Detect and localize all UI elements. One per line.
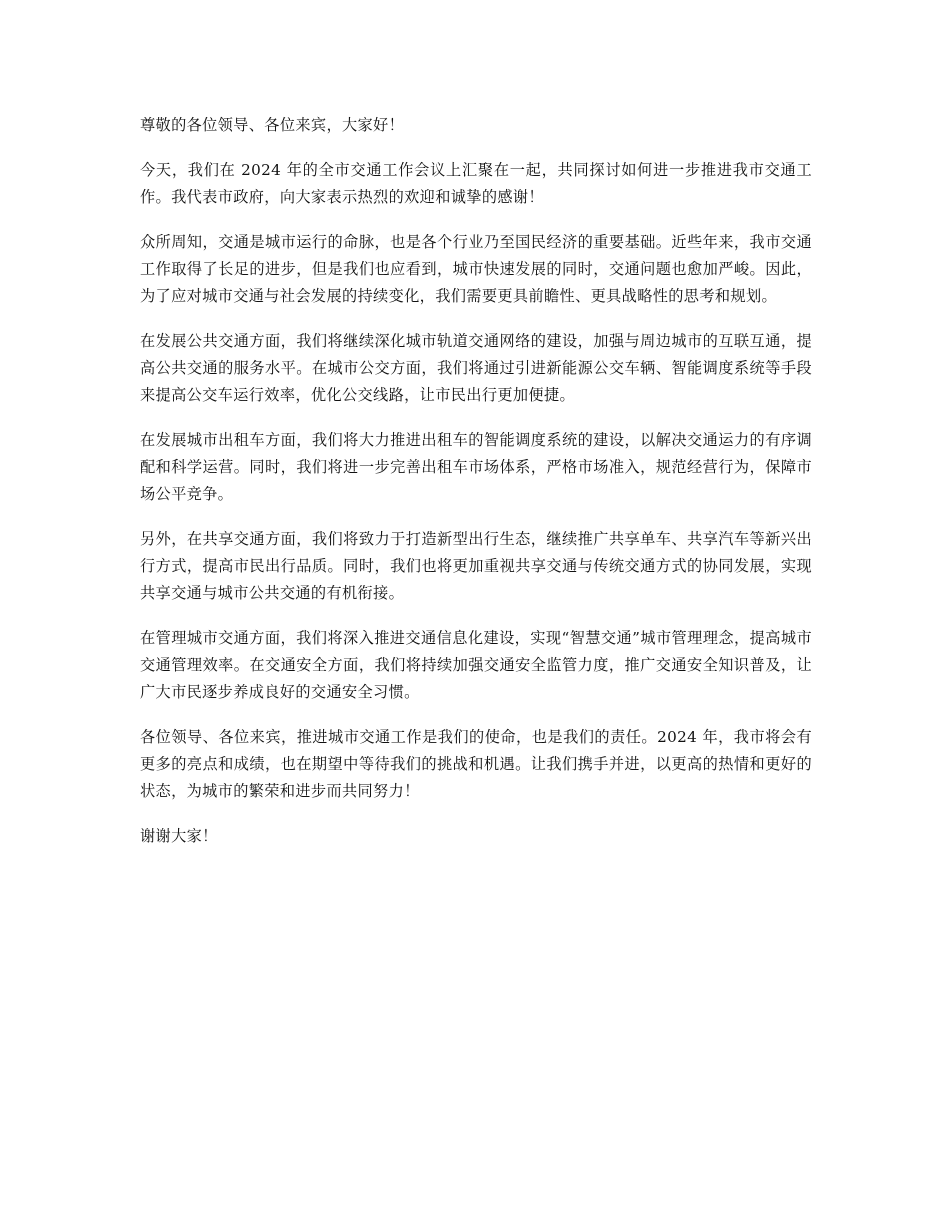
taxi-paragraph: 在发展城市出租车方面，我们将大力推进出租车的智能调度系统的建设，以解决交通运力的有序调配和科学运营。同时，我们将进一步完善出租车市场体系，严格市场准入，规范经营行为，保障市场公平竞争。 — [140, 431, 812, 503]
thanks-paragraph: 谢谢大家！ — [140, 827, 218, 845]
document-body — [140, 112, 812, 868]
public-transport-paragraph: 在发展公共交通方面，我们将继续深化城市轨道交通网络的建设，加强与周边城市的互联互通，提高公共交通的服务水平。在城市公交方面，我们将通过引进新能源公交车辆、智能调度系统等手段来提高公交车运行效率，优化公交线路，让市民出行更加便捷。 — [140, 332, 812, 404]
context-paragraph: 众所周知，交通是城市运行的命脉，也是各个行业乃至国民经济的重要基础。近些年来，我市交通工作取得了长足的进步，但是我们也应看到，城市快速发展的同时，交通问题也愈加严峻。因此，为了应对城市交通与社会发展的持续变化，我们需要更具前瞻性、更具战略性的思考和规划。 — [140, 233, 812, 305]
closing-paragraph: 各位领导、各位来宾，推进城市交通工作是我们的使命，也是我们的责任。2024 年，我市将会有更多的亮点和成绩，也在期望中等待我们的挑战和机遇。让我们携手并进，以更高的热情和更好的状态，为城市的繁荣和进步而共同努力！ — [140, 728, 812, 800]
shared-transport-paragraph: 另外，在共享交通方面，我们将致力于打造新型出行生态，继续推广共享单车、共享汽车等新兴出行方式，提高市民出行品质。同时，我们也将更加重视共享交通与传统交通方式的协同发展，实现共享交通与城市公共交通的有机衔接。 — [140, 530, 812, 602]
traffic-management-paragraph: 在管理城市交通方面，我们将深入推进交通信息化建设，实现“智慧交通”城市管理理念，提高城市交通管理效率。在交通安全方面，我们将持续加强交通安全监管力度，推广交通安全知识普及，让广大市民逐步养成良好的交通安全习惯。 — [140, 629, 812, 701]
salutation-paragraph: 尊敬的各位领导、各位来宾，大家好！ — [140, 116, 405, 134]
opening-paragraph: 今天，我们在 2024 年的全市交通工作会议上汇聚在一起，共同探讨如何进一步推进我市交通工作。我代表市政府，向大家表示热烈的欢迎和诚挚的感谢！ — [140, 161, 812, 206]
